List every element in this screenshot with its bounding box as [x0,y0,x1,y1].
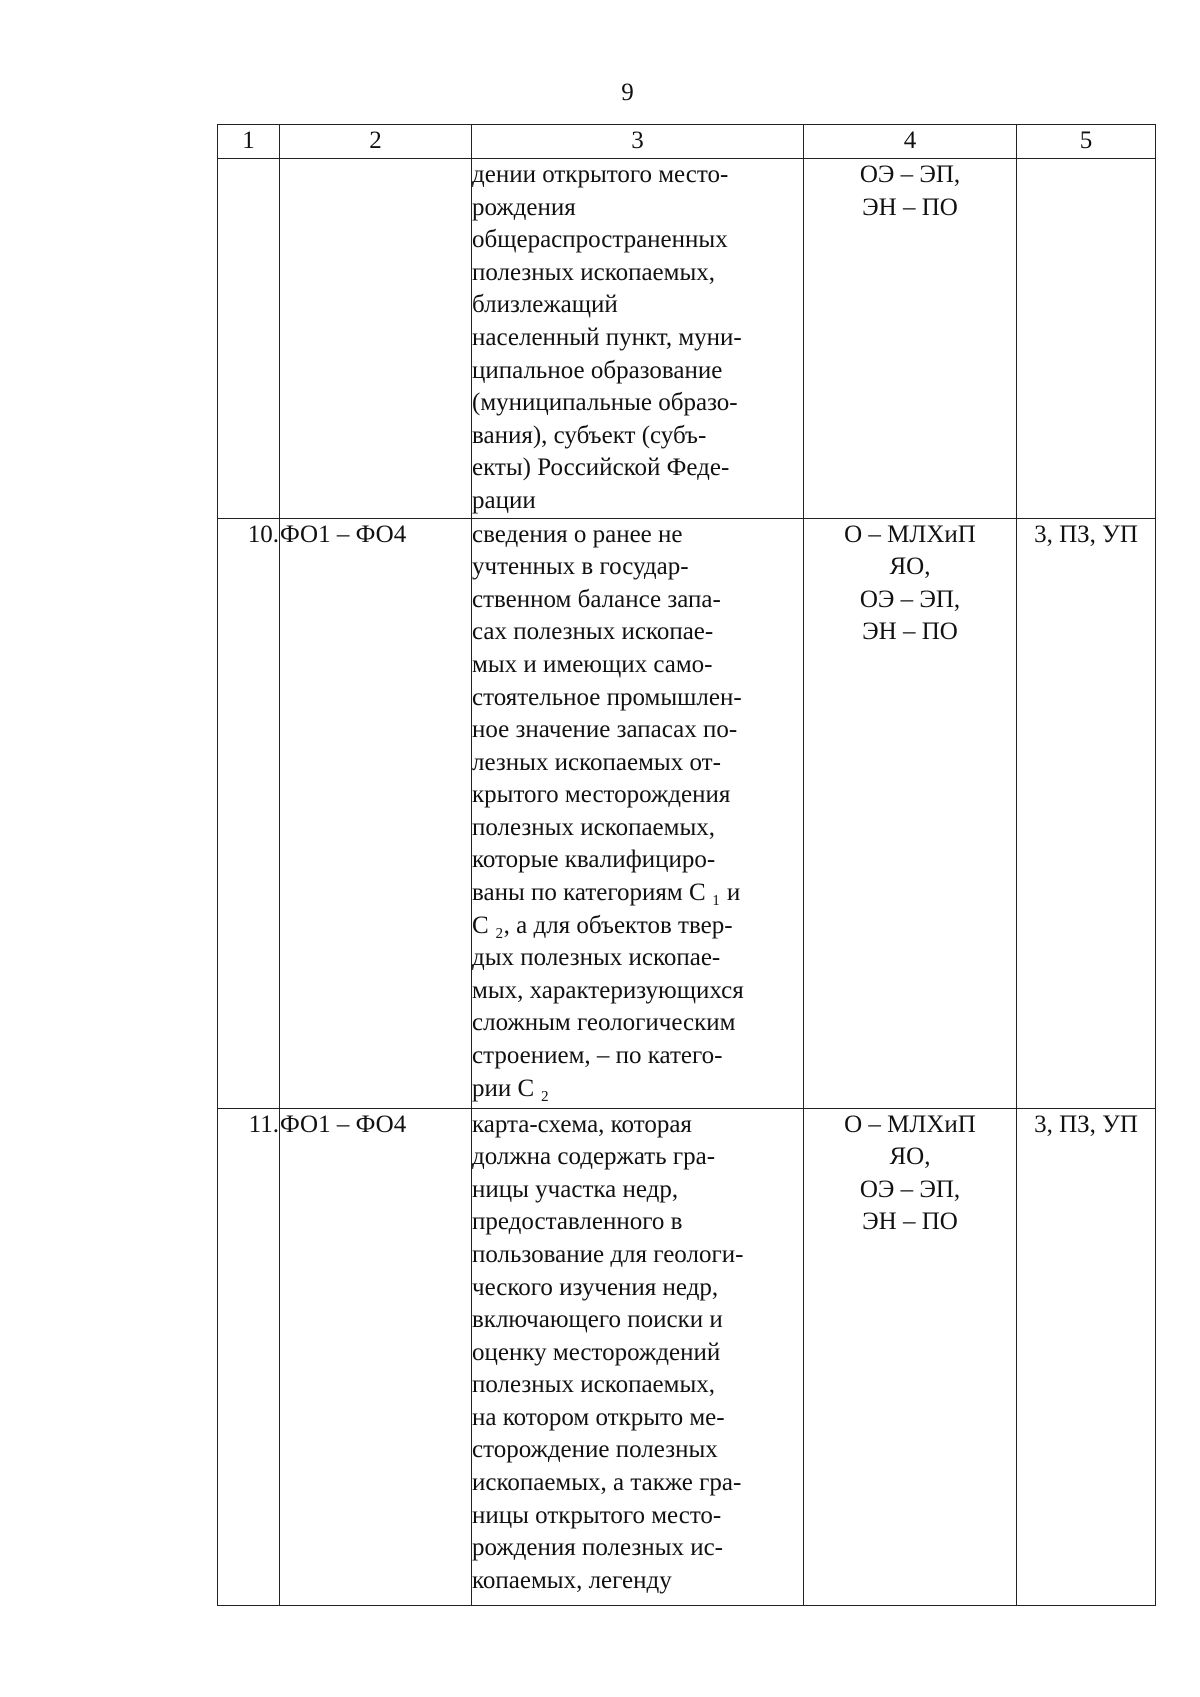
form-code: ФО1 – ФО4 [280,518,472,1108]
row-number: 11. [218,1108,280,1605]
column-header-4: 4 [804,125,1017,159]
table-row [218,1108,1156,1605]
form-code: ФО1 – ФО4 [280,1108,472,1605]
description: сведения о ранее не учтенных в государ- ственном балансе запа- сах полезных ископае- мых и имеющих само- стоятельное промышлен- ное значение запасах по- лезных ископаемых от- крытого месторождения полезных ископаемых, которые квалифициро- ваны по категориям С ₁ и С ₂, а для объектов твер- дых полезных ископае- мых, характеризующихся сложным геологическим строением, – по катего- рии С ₂ [472,518,804,1108]
table-row [218,518,1156,1108]
column-header-2: 2 [280,125,472,159]
document-table [217,124,1156,1606]
column-header-1: 1 [218,125,280,159]
document-kind: 3, ПЗ, УП [1017,518,1156,1108]
responsible: О – МЛХиП ЯО, ОЭ – ЭП, ЭН – ПО [804,1108,1017,1605]
column-header-5: 5 [1017,125,1156,159]
page-number: 9 [621,79,634,106]
responsible: ОЭ – ЭП, ЭН – ПО [804,159,1017,519]
row-number: 10. [218,518,280,1108]
column-header-3: 3 [472,125,804,159]
document-kind: 3, ПЗ, УП [1017,1108,1156,1605]
document-kind [1017,159,1156,519]
row-number [218,159,280,519]
description: карта-схема, которая должна содержать гра- ницы участка недр, предоставленного в пользование для геологи- ческого изучения недр, включающего поиски и оценку месторождений полезных ископаемых, на котором открыто ме- сторождение полезных ископаемых, а также гра- ницы открытого место- рождения полезных ис- копаемых, легенду [472,1108,804,1605]
table-header-row [218,125,1156,159]
description: дении открытого место- рождения общераспространенных полезных ископаемых, близлежащий населенный пункт, муни- ципальное образование (муниципальные образо- вания), субъект (субъ- екты) Российской Феде- рации [472,159,804,519]
form-code [280,159,472,519]
responsible: О – МЛХиП ЯО, ОЭ – ЭП, ЭН – ПО [804,518,1017,1108]
table-row [218,159,1156,519]
